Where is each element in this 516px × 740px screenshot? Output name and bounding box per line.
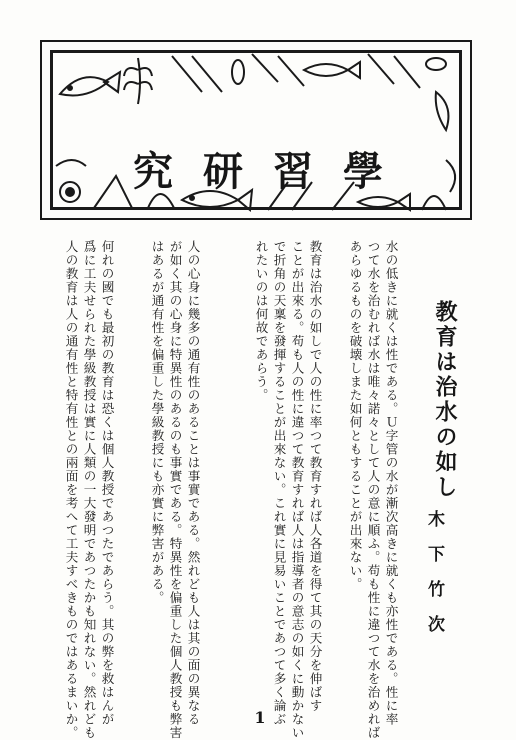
text-column: 水の低きに就くは性である。Ｕ字管の水が漸次高きに就くも亦性である。性に率 [383,240,399,726]
title-char: 習 [273,147,313,195]
title-char: 學 [343,147,383,195]
article-title: 教育は治水の如し [432,300,458,500]
banner-title [122,138,394,198]
text-column: 教育は治水の如しで人の性に率つて教育すれば人各道を得て其の天分を伸ばす [307,240,323,713]
text-column: が如く其の心身に特異性のあるのも事實である。特異性を偏重した個人教授も弊害 [167,240,183,740]
title-char: 研 [203,147,243,195]
fish-ornament-icon [436,92,449,130]
header-banner [40,40,472,220]
fish-ornament-icon [60,72,120,96]
text-column: で折角の天稟を發揮することが出來ない。これ實に見易いことであつて多く論ぶ [271,240,287,726]
text-column: 爲に工夫せられた學級教授は實に人類の一大發明であつたかも知れない。然れども [81,240,97,740]
title-char: 究 [133,147,173,195]
text-column: はあるが通有性を偏重した學級教授にも亦實に弊害がある。 [149,240,165,605]
author-name: 木下竹次 [424,510,444,650]
fish-ornament-icon [304,62,360,78]
text-column: 何れの國でも最初の教育は恐くは個人教授であつたであらう。其の弊を救はんが [99,240,115,726]
page-number: 1 [254,708,266,727]
text-column: 人の教育は人の通有性と特有性との兩面を考へて工夫すべきものではあるまいか。 [63,240,79,740]
text-column: ことが出來る。苟も人の性に違つて教育すれば人は指導者の意志の如くに動かない [289,240,305,740]
text-column: 人の心身に幾多の通有性のあることは事實である。然れども人は其の面の異なる [185,240,201,726]
text-column: つて水を治むれば水は唯々諾々として人の意に順ふ。苟も性に違つて水を治めれば [365,240,381,740]
text-column: れたいのは何故であらう。 [253,240,269,402]
text-column: あらゆるものを破壊しまた如何ともすることが出來ない。 [347,240,363,591]
